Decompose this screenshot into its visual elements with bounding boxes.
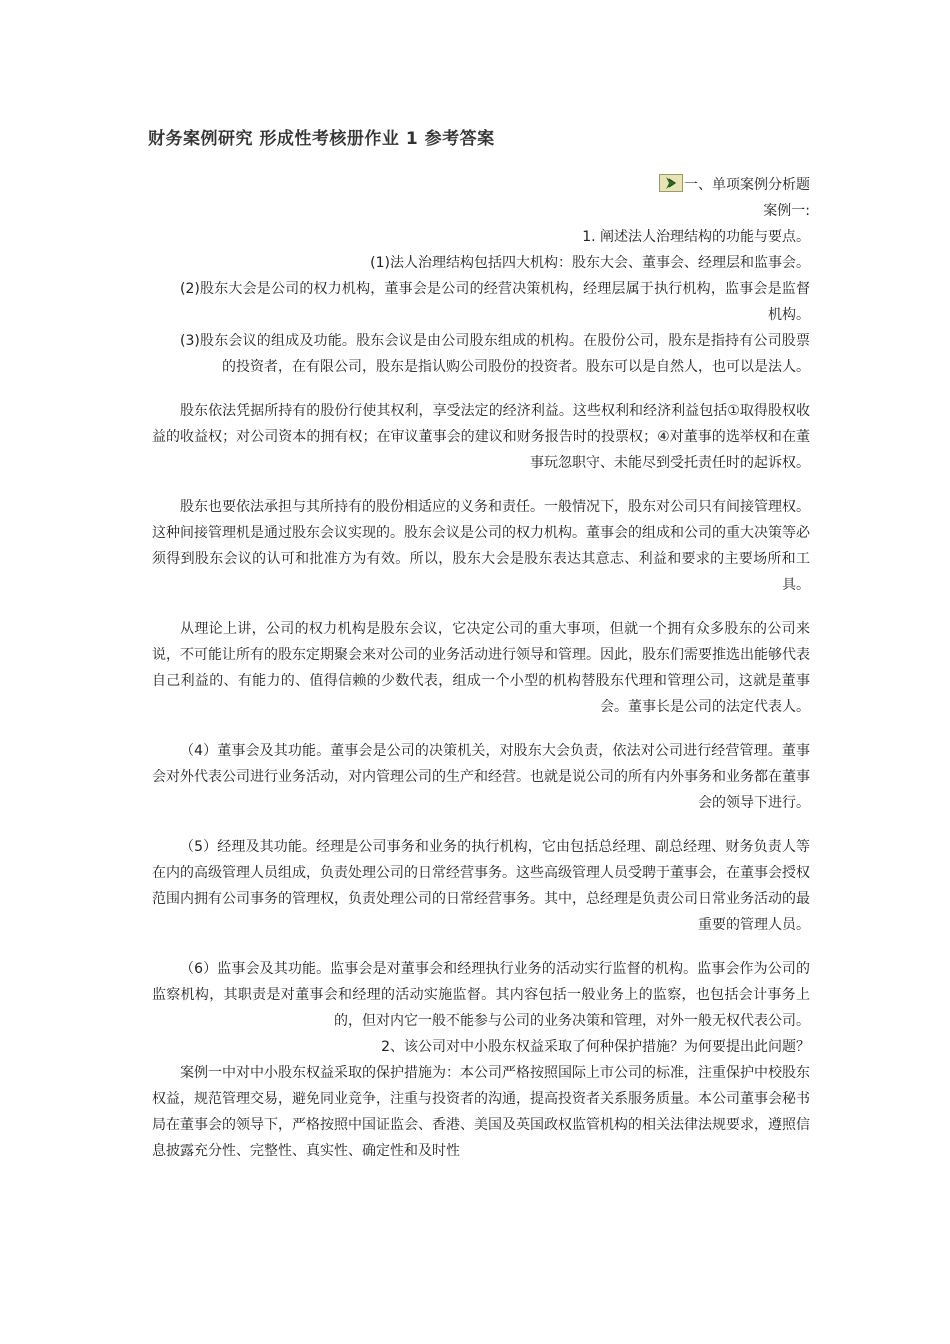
section-heading xyxy=(152,172,810,198)
case-label: 案例一: xyxy=(763,203,810,219)
paragraph-7: （4）董事会及其功能。董事会是公司的决策机关，对股东大会负责，依法对公司进行经营管理。董事会对外代表公司进行业务活动，对内管理公司的生产和经营。也就是说公司的所有内外事务和业务都在董事会的领导下进行。 xyxy=(152,743,810,811)
section-heading-text: 一、单项案例分析题 xyxy=(684,177,810,193)
paragraph-8: （5）经理及其功能。经理是公司事务和业务的执行机构，它由包括总经理、副总经理、财务负责人等在内的高级管理人员组成，负责处理公司的日常经营事务。这些高级管理人员受聘于董事会，在董事会授权范围内拥有公司事务的管理权，负责处理公司的日常经营事务。其中，总经理是负责公司日常业务活动的最重要的管理人员。 xyxy=(152,839,810,933)
arrow-bullet-icon xyxy=(659,174,683,192)
paragraph-9: （6）监事会及其功能。监事会是对董事会和经理执行业务的活动实行监督的机构。监事会作为公司的监察机构，其职责是对董事会和经理的活动实施监督。其内容包括一般业务上的监察，也包括会计事务上的，但对内它一般不能参与公司的业务决策和管理，对外一般无权代表公司。 xyxy=(152,961,810,1029)
document-title: 财务案例研究 形成性考核册作业 1 参考答案 xyxy=(148,129,495,149)
document-body xyxy=(152,172,810,1164)
paragraph-6: 从理论上讲，公司的权力机构是股东会议，它决定公司的重大事项，但就一个拥有众多股东的公司来说，不可能让所有的股东定期聚会来对公司的业务活动进行领导和管理。因此，股东们需要推选出能够代表自己利益的、有能力的、值得信赖的少数代表，组成一个小型的机构替股东代理和管理公司，这就是董事会。董事长是公司的法定代表人。 xyxy=(152,621,810,715)
paragraph-2: (2)股东大会是公司的权力机构，董事会是公司的经营决策机构，经理层属于执行机构，监事会是监督机构。 xyxy=(180,281,810,323)
paragraph-3: (3)股东会议的组成及功能。股东会议是由公司股东组成的机构。在股份公司，股东是指持有公司股票的投资者，在有限公司，股东是指认购公司股份的投资者。股东可以是自然人，也可以是法人。 xyxy=(180,333,810,375)
paragraph-1: (1)法人治理结构包括四大机构：股东大会、董事会、经理层和监事会。 xyxy=(370,255,810,271)
question-2: 2、该公司对中小股东权益采取了何种保护措施？为何要提出此问题？ xyxy=(381,1039,810,1055)
paragraph-4: 股东依法凭据所持有的股份行使其权利，享受法定的经济利益。这些权利和经济利益包括①取得股权收益的收益权；对公司资本的拥有权；在审议董事会的建议和财务报告时的投票权；④对董事的选举权和在董事玩忽职守、未能尽到受托责任时的起诉权。 xyxy=(152,403,810,471)
question-1: 1. 阐述法人治理结构的功能与要点。 xyxy=(582,229,810,245)
paragraph-5: 股东也要依法承担与其所持有的股份相适应的义务和责任。一般情况下，股东对公司只有间接管理权。这种间接管理机是通过股东会议实现的。股东会议是公司的权力机构。董事会的组成和公司的重大决策等必须得到股东会议的认可和批准方为有效。所以，股东大会是股东表达其意志、利益和要求的主要场所和工具。 xyxy=(152,499,810,593)
paragraph-10: 案例一中对中小股东权益采取的保护措施为：本公司严格按照国际上市公司的标准，注重保护中校股东权益，规范管理交易，避免同业竞争，注重与投资者的沟通，提高投资者关系服务质量。本公司董事会秘书局在董事会的领导下，严格按照中国证监会、香港、美国及英国政权监管机构的相关法律法规要求，遵照信息披露充分性、完整性、真实性、确定性和及时性 xyxy=(152,1065,810,1159)
